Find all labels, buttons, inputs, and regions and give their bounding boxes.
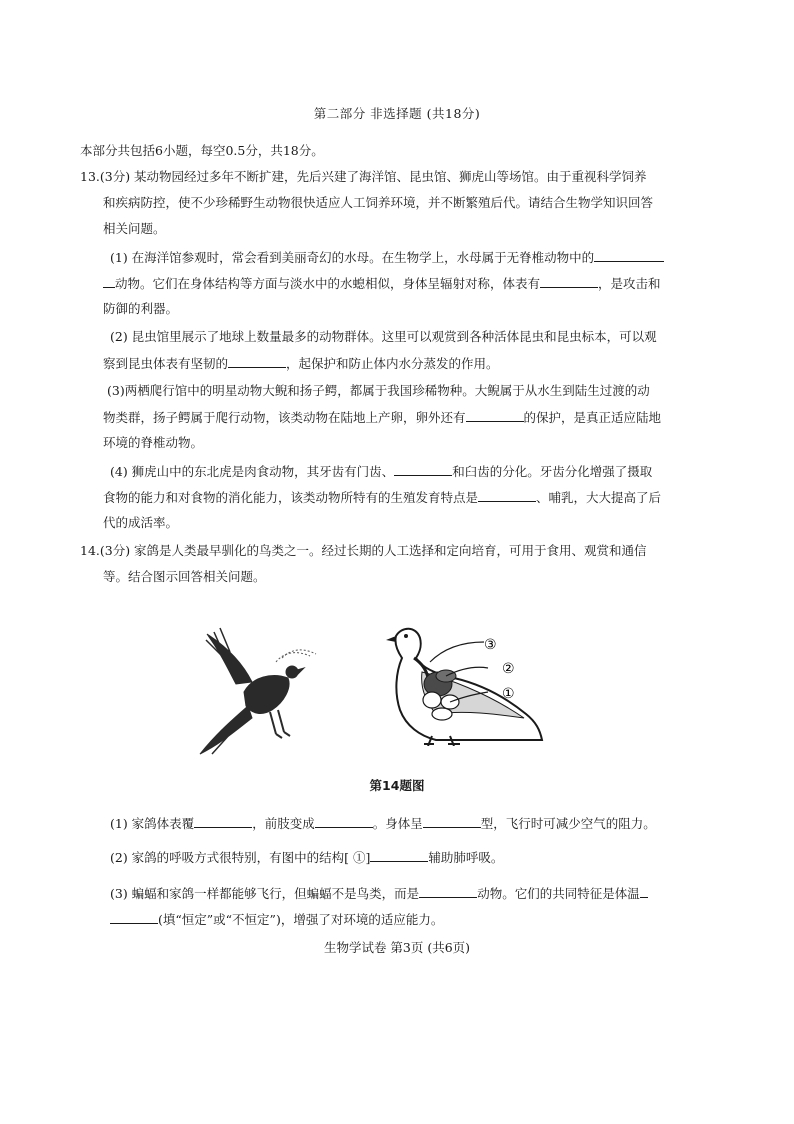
q13-part1-line-1: (1) 在海洋馆参观时，常会看到美丽奇幻的水母。在生物学上，水母属于无脊椎动物中的: [110, 248, 664, 267]
answer-blank[interactable]: [466, 408, 524, 422]
q14-stem-line-2: 等。结合图示回答相关问题。: [103, 569, 266, 584]
answer-blank[interactable]: [394, 462, 452, 476]
diagram-label-3: ③: [484, 637, 497, 653]
q13-part2-line-2: 察到昆虫体表有坚韧的 ，起保护和防止体内水分蒸发的作用。: [103, 356, 499, 371]
q14-part3-line-2: (填“恒定”或“不恒定”)，增强了对环境的适应能力。: [110, 910, 443, 929]
answer-blank[interactable]: [594, 248, 664, 262]
part-intro: 本部分共包括6小题，每空0.5分，共18分。: [80, 143, 324, 158]
answer-blank[interactable]: [194, 814, 252, 828]
answer-blank[interactable]: [103, 274, 115, 288]
diagram-label-2: ②: [502, 661, 515, 677]
q13-part1-line-2: 动物。它们在身体结构等方面与淡水中的水螅相似，身体呈辐射对称，体表有 ，是攻击和: [103, 274, 661, 293]
answer-blank[interactable]: [640, 884, 648, 898]
q13-part3-line-3: 环境的脊椎动物。: [103, 435, 204, 450]
q13-part4-line-2: 食物的能力和对食物的消化能力，该类动物所特有的生殖发育特点是 、哺乳，大大提高了后: [103, 490, 662, 505]
answer-blank[interactable]: [478, 488, 536, 502]
q14-stem-line-1: 14.(3分) 家鸽是人类最早驯化的鸟类之一。经过长期的人工选择和定向培育，可用于食用、观赏和通信: [80, 543, 647, 558]
pigeon-anatomy-diagram: [376, 618, 554, 746]
flying-pigeon-image: [192, 622, 324, 764]
answer-blank[interactable]: [419, 884, 477, 898]
q13-part4-line-1: (4) 狮虎山中的东北虎是肉食动物，其牙齿有门齿、 和臼齿的分化。牙齿分化增强了摄取: [110, 464, 653, 479]
q14-part1: (1) 家鸽体表覆 ，前肢变成 。身体呈 型，飞行时可减少空气的阻力。: [110, 816, 656, 831]
q13-stem-line-2: 和疾病防控，使不少珍稀野生动物很快适应人工饲养环境，并不断繁殖后代。请结合生物学知识回答: [103, 195, 654, 210]
q14-part3-line-1: (3) 蝙蝠和家鸽一样都能够飞行，但蝙蝠不是鸟类，而是 动物。它们的共同特征是体温: [110, 884, 648, 903]
q13-part1-line-3: 防御的利器。: [103, 301, 179, 316]
q14-part2: (2) 家鸽的呼吸方式很特别，有图中的结构[ ①] 辅助肺呼吸。: [110, 850, 504, 865]
q13-stem-line-3: 相关问题。: [103, 221, 166, 236]
q13-part4-line-3: 代的成活率。: [103, 515, 179, 530]
q13-stem-line-1: 13.(3分) 某动物园经过多年不断扩建，先后兴建了海洋馆、昆虫馆、狮虎山等场馆。由于重视科学饲养: [80, 169, 647, 184]
answer-blank[interactable]: [315, 814, 373, 828]
figure-caption: 第14题图: [369, 778, 425, 793]
q13-part3-line-2: 物类群，扬子鳄属于爬行动物，该类动物在陆地上产卵，卵外还有 的保护，是真正适应陆地: [103, 410, 662, 425]
answer-blank[interactable]: [110, 910, 158, 924]
q13-part3-line-1: (3)两栖爬行馆中的明星动物大鲵和扬子鳄，都属于我国珍稀物种。大鲵属于从水生到陆生过渡的动: [107, 383, 650, 398]
q13-part2-line-1: (2) 昆虫馆里展示了地球上数量最多的动物群体。这里可以观赏到各种活体昆虫和昆虫标本，可以观: [110, 329, 657, 344]
answer-blank[interactable]: [228, 354, 286, 368]
answer-blank[interactable]: [423, 814, 481, 828]
answer-blank[interactable]: [370, 848, 428, 862]
page-footer: 生物学试卷 第3页 (共6页): [323, 940, 471, 955]
diagram-label-1: ①: [502, 686, 515, 702]
answer-blank[interactable]: [540, 274, 598, 288]
section-title: 第二部分 非选择题 (共18分): [313, 106, 481, 121]
